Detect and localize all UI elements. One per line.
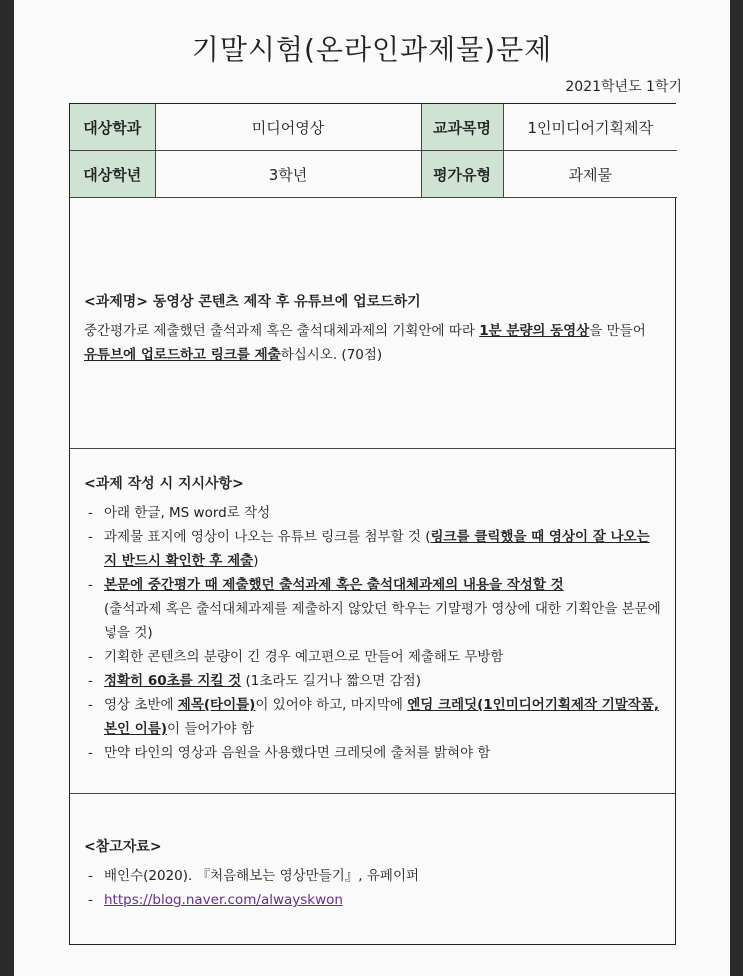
document-page xyxy=(14,0,730,976)
instruction-5a: 정확히 60초를 지킬 것 xyxy=(104,673,242,689)
info-row-1 xyxy=(70,104,677,151)
assignment-text-a: 중간평가로 제출했던 출석과제 혹은 출석대체과제의 기획안에 따라 xyxy=(84,323,480,339)
exam-frame xyxy=(69,103,676,945)
instruction-1: 아래 한글, MS word로 작성 xyxy=(104,505,271,521)
bullet-dash: - xyxy=(88,505,93,521)
bullet-dash: - xyxy=(88,529,93,545)
assignment-text-d: 유튜브에 업로드하고 링크를 제출 xyxy=(84,347,281,363)
instruction-2a: 과제물 표지에 영상이 나오는 유튜브 링크를 첨부할 것 ( xyxy=(104,529,431,545)
department-value: 미디어영상 xyxy=(155,104,421,151)
info-row-2 xyxy=(70,151,677,198)
bullet-dash: - xyxy=(88,868,93,884)
references-list xyxy=(84,864,661,912)
list-item xyxy=(84,645,661,669)
assignment-description xyxy=(84,319,661,367)
bullet-dash: - xyxy=(88,673,93,689)
list-item xyxy=(84,525,661,573)
instruction-2c: ) xyxy=(253,553,259,569)
instruction-6c: 이 있어야 하고, 마지막에 xyxy=(255,697,408,713)
bullet-dash: - xyxy=(88,649,93,665)
instruction-6a: 영상 초반에 xyxy=(104,697,178,713)
instruction-4: 기획한 콘텐츠의 분량이 긴 경우 예고편으로 만들어 제출해도 무방함 xyxy=(104,649,504,665)
list-item xyxy=(84,888,661,912)
grade-label: 대상학년 xyxy=(70,151,155,198)
list-item xyxy=(84,669,661,693)
course-value: 1인미디어기획제작 xyxy=(503,104,677,151)
references-heading: <참고자료> xyxy=(84,839,162,855)
list-item xyxy=(84,501,661,525)
bullet-dash: - xyxy=(88,745,93,761)
reference-link[interactable]: https://blog.naver.com/alwayskwon xyxy=(104,892,343,908)
instruction-3b: (출석과제 혹은 출석대체과제를 제출하지 않았던 학우는 기말평가 영상에 대한 기획안을 본문에 넣을 것) xyxy=(104,601,661,641)
list-item xyxy=(84,573,661,645)
instruction-3a: 본문에 중간평가 때 제출했던 출석과제 혹은 출석대체과제의 내용을 작성할 것 xyxy=(104,577,564,593)
instruction-6e: 이 들어가야 함 xyxy=(167,721,254,737)
grade-value: 3학년 xyxy=(155,151,421,198)
bullet-dash: - xyxy=(88,577,93,593)
info-table xyxy=(70,104,677,198)
instructions-list xyxy=(84,501,661,765)
page-title: 기말시험(온라인과제물)문제 xyxy=(191,33,553,66)
instructions-heading: <과제 작성 시 지시사항> xyxy=(84,476,244,492)
references-section xyxy=(70,794,675,944)
instruction-7: 만약 타인의 영상과 음원을 사용했다면 크레딧에 출처를 밝혀야 함 xyxy=(104,745,491,761)
list-item xyxy=(84,864,661,888)
assignment-text-e: 하십시오. (70점) xyxy=(280,347,383,363)
department-label: 대상학과 xyxy=(70,104,155,151)
instruction-6d: 엔딩 크레딧(1인미디어기획제작 기말작품, 본인 이름) xyxy=(104,697,660,737)
eval-type-value: 과제물 xyxy=(503,151,677,198)
assignment-heading: <과제명> 동영상 콘텐츠 제작 후 유튜브에 업로드하기 xyxy=(84,294,421,310)
assignment-text-b: 1분 분량의 동영상 xyxy=(479,323,590,339)
course-label: 교과목명 xyxy=(421,104,503,151)
assignment-text-c: 을 만들어 xyxy=(589,323,646,339)
reference-1: 배인수(2020). 『처음해보는 영상만들기』, 유페이퍼 xyxy=(104,868,420,884)
eval-type-label: 평가유형 xyxy=(421,151,503,198)
list-item xyxy=(84,693,661,741)
instructions-section xyxy=(70,449,675,794)
semester-label: 2021학년도 1학기 xyxy=(565,79,682,95)
assignment-section xyxy=(70,199,675,449)
bullet-dash: - xyxy=(88,697,93,713)
instruction-5b: (1초라도 길거나 짧으면 감점) xyxy=(241,673,421,689)
bullet-dash: - xyxy=(88,892,93,908)
instruction-2b: 링크를 클릭했을 때 영상이 잘 나오는지 반드시 확인한 후 제출 xyxy=(104,529,650,569)
list-item xyxy=(84,741,661,765)
instruction-6b: 제목(타이틀) xyxy=(177,697,256,713)
